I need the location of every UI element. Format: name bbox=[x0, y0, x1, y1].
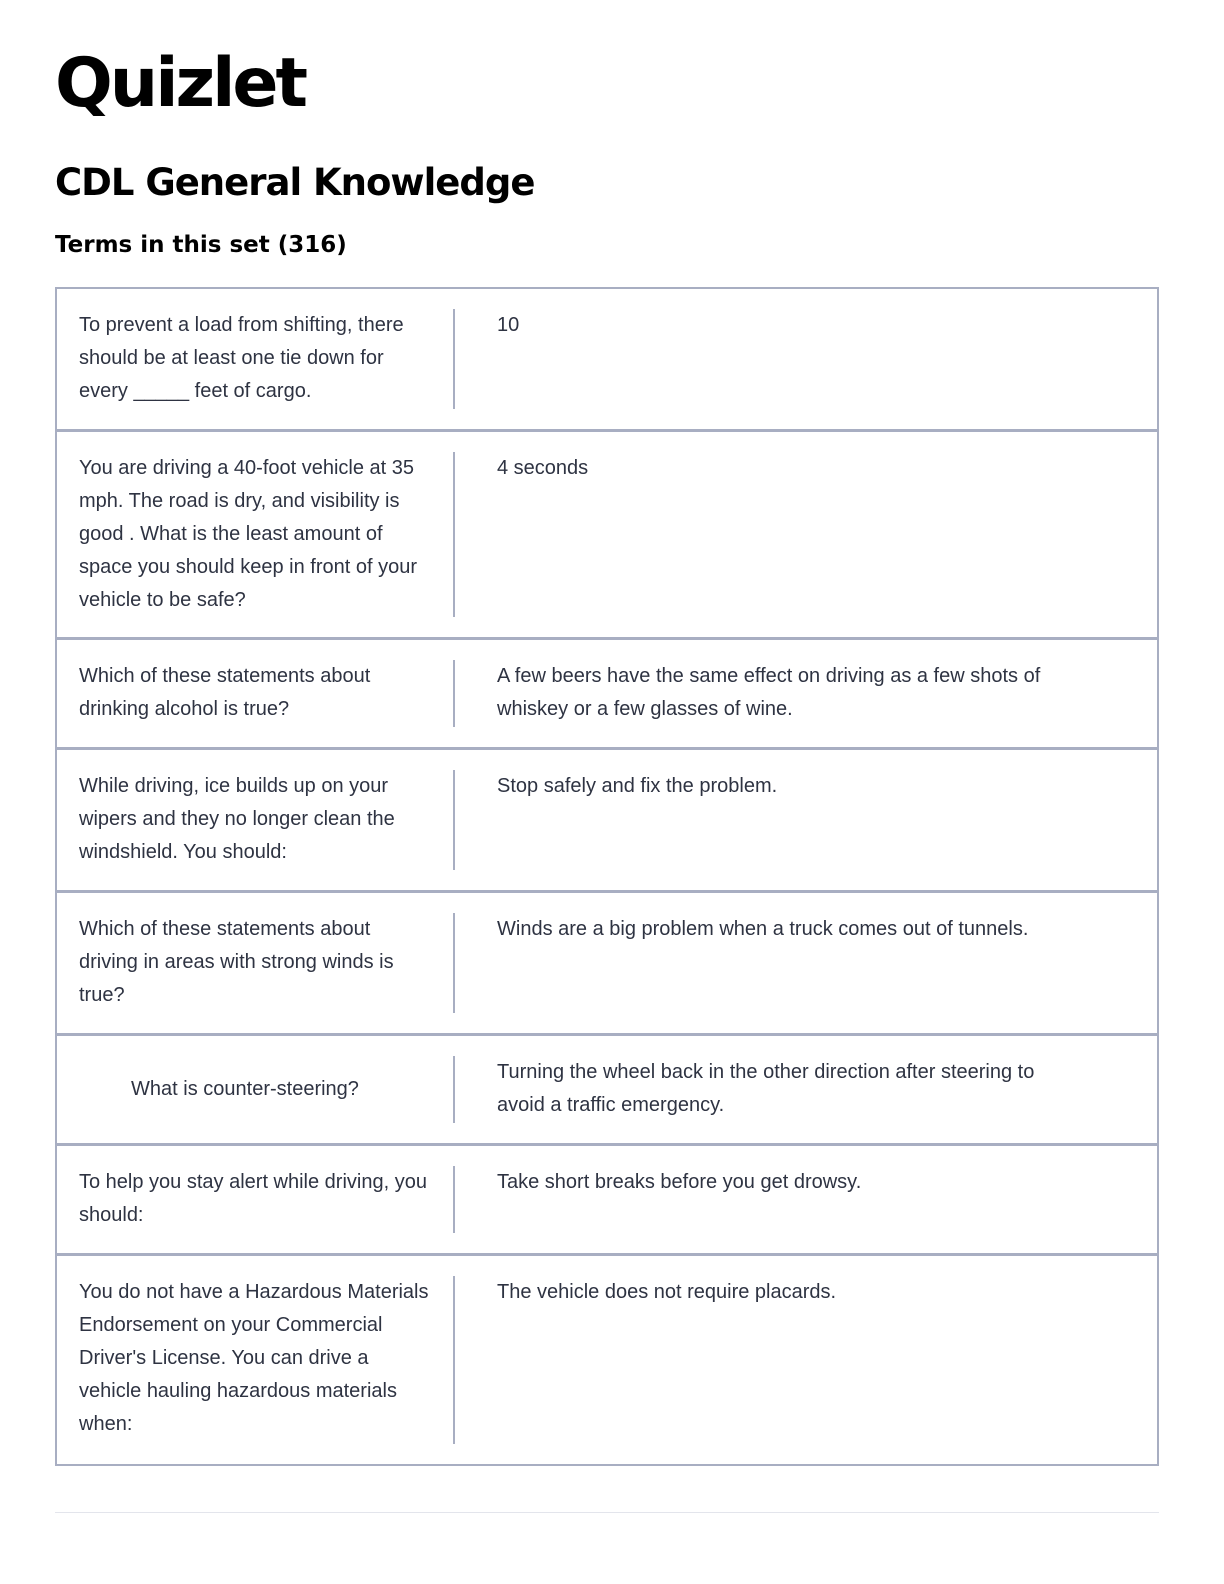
page-title: CDL General Knowledge bbox=[55, 161, 535, 204]
term-text: To help you stay alert while driving, you should: bbox=[57, 1166, 455, 1233]
term-text: To prevent a load from shifting, there should be at least one tie down for every _____ feet of cargo. bbox=[57, 309, 455, 409]
term-text: You are driving a 40-foot vehicle at 35 mph. The road is dry, and visibility is good . What is the least amount of space you should keep in front of your vehicle to be safe? bbox=[57, 452, 455, 617]
definition-text: 4 seconds bbox=[497, 457, 589, 479]
definition-text: Stop safely and fix the problem. bbox=[497, 775, 778, 797]
term-card bbox=[57, 1036, 1157, 1146]
term-card bbox=[57, 1146, 1157, 1256]
definition-text: The vehicle does not require placards. bbox=[497, 1281, 837, 1303]
definition-text: A few beers have the same effect on driving as a few shots of whiskey or a few glasses of wine. bbox=[497, 665, 1041, 720]
term-card bbox=[57, 750, 1157, 893]
definition-text: Turning the wheel back in the other direction after steering to avoid a traffic emergency. bbox=[497, 1061, 1035, 1116]
term-text: You do not have a Hazardous Materials Endorsement on your Commercial Driver's License. You can drive a vehicle hauling hazardous materials when: bbox=[57, 1276, 455, 1444]
term-card bbox=[57, 640, 1157, 750]
term-text: Which of these statements about driving in areas with strong winds is true? bbox=[57, 913, 455, 1013]
terms-table bbox=[55, 287, 1159, 1466]
term-card bbox=[57, 289, 1157, 432]
definition-text: Take short breaks before you get drowsy. bbox=[497, 1171, 862, 1193]
quizlet-logo: Quizlet bbox=[55, 44, 306, 123]
term-text: While driving, ice builds up on your wipers and they no longer clean the windshield. You should: bbox=[57, 770, 455, 870]
definition-text: 10 bbox=[497, 314, 520, 336]
term-card bbox=[57, 893, 1157, 1036]
term-card bbox=[57, 432, 1157, 640]
definition-text: Winds are a big problem when a truck comes out of tunnels. bbox=[497, 918, 1029, 940]
term-text: What is counter-steering? bbox=[57, 1056, 455, 1123]
terms-count-heading: Terms in this set (316) bbox=[55, 232, 347, 258]
footer-divider bbox=[55, 1512, 1159, 1513]
term-text: Which of these statements about drinking alcohol is true? bbox=[57, 660, 455, 727]
term-card bbox=[57, 1256, 1157, 1464]
